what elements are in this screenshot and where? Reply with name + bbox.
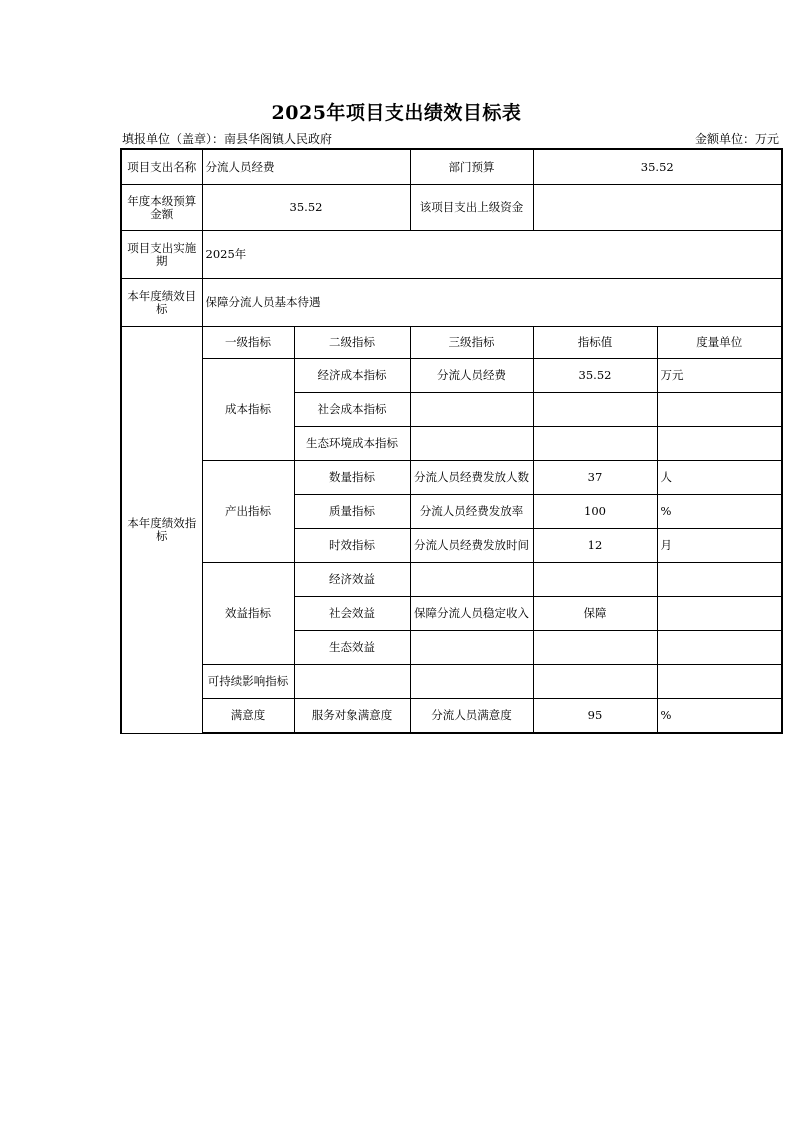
level3-cell — [410, 393, 533, 427]
value-cell — [533, 427, 657, 461]
level2-cell: 数量指标 — [294, 461, 410, 495]
unit-cell — [657, 665, 782, 699]
level2-cell: 经济成本指标 — [294, 359, 410, 393]
value-cell: 37 — [533, 461, 657, 495]
value-cell: 保障 — [533, 597, 657, 631]
group-benefit: 效益指标 — [202, 563, 294, 665]
header-unit: 度量单位 — [657, 327, 782, 359]
period-label: 项目支出实施期 — [121, 231, 202, 279]
unit-cell: 万元 — [657, 359, 782, 393]
unit-cell — [657, 597, 782, 631]
goal-row — [121, 279, 782, 327]
header-level3: 三级指标 — [410, 327, 533, 359]
group-sustain: 可持续影响指标 — [202, 665, 294, 699]
dept-budget-value: 35.52 — [533, 149, 782, 185]
level2-cell: 生态环境成本指标 — [294, 427, 410, 461]
header-value: 指标值 — [533, 327, 657, 359]
level3-cell — [410, 427, 533, 461]
value-cell: 12 — [533, 529, 657, 563]
level2-cell: 经济效益 — [294, 563, 410, 597]
table-row — [121, 461, 782, 495]
annual-budget-row — [121, 185, 782, 231]
table-row — [121, 699, 782, 734]
reporting-unit: 填报单位（盖章）：南县华阁镇人民政府 — [122, 132, 333, 146]
group-cost: 成本指标 — [202, 359, 294, 461]
unit-cell: 人 — [657, 461, 782, 495]
goal-label: 本年度绩效目标 — [121, 279, 202, 327]
project-name-value: 分流人员经费 — [202, 149, 410, 185]
level2-cell: 生态效益 — [294, 631, 410, 665]
level2-cell: 社会成本指标 — [294, 393, 410, 427]
performance-table — [120, 148, 783, 734]
dept-budget-label: 部门预算 — [410, 149, 533, 185]
level3-cell: 分流人员经费发放人数 — [410, 461, 533, 495]
value-cell: 95 — [533, 699, 657, 734]
level2-cell: 质量指标 — [294, 495, 410, 529]
value-cell — [533, 393, 657, 427]
header-level1: 一级指标 — [202, 327, 294, 359]
indicator-section-label: 本年度绩效指标 — [121, 327, 202, 734]
annual-budget-value: 35.52 — [202, 185, 410, 231]
level3-cell — [410, 665, 533, 699]
upper-funds-label: 该项目支出上级资金 — [410, 185, 533, 231]
period-row — [121, 231, 782, 279]
level3-cell — [410, 563, 533, 597]
level3-cell: 分流人员经费发放率 — [410, 495, 533, 529]
level3-cell: 分流人员经费发放时间 — [410, 529, 533, 563]
unit-cell — [657, 393, 782, 427]
page-title: 2025年项目支出绩效目标表 — [271, 102, 522, 124]
unit-cell — [657, 563, 782, 597]
unit-cell — [657, 631, 782, 665]
indicator-header-row — [121, 327, 782, 359]
goal-value: 保障分流人员基本待遇 — [202, 279, 782, 327]
level3-cell: 分流人员经费 — [410, 359, 533, 393]
value-cell — [533, 631, 657, 665]
value-cell — [533, 665, 657, 699]
table-row — [121, 359, 782, 393]
group-satisfaction: 满意度 — [202, 699, 294, 734]
level2-cell: 社会效益 — [294, 597, 410, 631]
unit-cell: % — [657, 699, 782, 734]
unit-cell: 月 — [657, 529, 782, 563]
table-row — [121, 563, 782, 597]
level3-cell — [410, 631, 533, 665]
level2-cell: 服务对象满意度 — [294, 699, 410, 734]
unit-cell: % — [657, 495, 782, 529]
period-value: 2025年 — [202, 231, 782, 279]
unit-cell — [657, 427, 782, 461]
project-name-row — [121, 149, 782, 185]
project-name-label: 项目支出名称 — [121, 149, 202, 185]
group-output: 产出指标 — [202, 461, 294, 563]
level2-cell — [294, 665, 410, 699]
level3-cell: 保障分流人员稳定收入 — [410, 597, 533, 631]
level3-cell: 分流人员满意度 — [410, 699, 533, 734]
amount-unit: 金额单位：万元 — [694, 132, 779, 146]
value-cell: 100 — [533, 495, 657, 529]
upper-funds-value — [533, 185, 782, 231]
value-cell — [533, 563, 657, 597]
table-row — [121, 665, 782, 699]
header-level2: 二级指标 — [294, 327, 410, 359]
value-cell: 35.52 — [533, 359, 657, 393]
annual-budget-label: 年度本级预算金额 — [121, 185, 202, 231]
level2-cell: 时效指标 — [294, 529, 410, 563]
